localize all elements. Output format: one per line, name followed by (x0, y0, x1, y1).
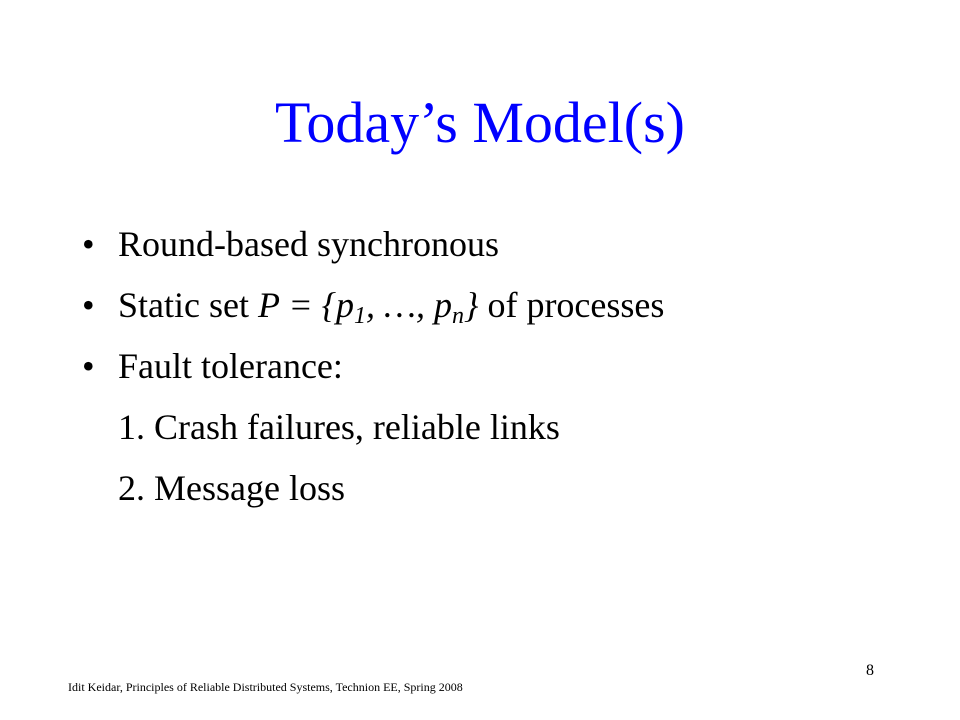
sub-item-message-loss (82, 458, 664, 519)
bullet-static-set (82, 275, 664, 336)
bullet-fault-tolerance (82, 336, 664, 397)
bullet-text-prefix: Static set (118, 285, 258, 325)
pn-base: p (434, 285, 453, 325)
set-equals: = { (279, 285, 337, 325)
bullet-list (82, 214, 664, 519)
bullet-marker: • (82, 224, 95, 264)
bullet-text-suffix: of processes (478, 285, 665, 325)
bullet-marker: • (82, 285, 95, 325)
bullet-text: Round-based synchronous (118, 224, 499, 264)
slide-title: Today’s Model(s) (275, 90, 685, 155)
p1-subscript: 1 (354, 303, 367, 329)
page-number: 8 (866, 662, 874, 679)
bullet-round-based (82, 214, 664, 275)
sub-item-crash-failures (82, 397, 664, 458)
set-symbol: P (257, 285, 280, 325)
sub-item-text: 1. Crash failures, reliable links (118, 407, 560, 447)
bullet-marker: • (82, 346, 95, 386)
pn-subscript: n (452, 303, 465, 329)
sub-item-text: 2. Message loss (118, 468, 345, 508)
p1-base: p (336, 285, 355, 325)
bullet-text: Fault tolerance: (118, 346, 343, 386)
set-close: } (464, 285, 479, 325)
set-ellipsis: , …, (366, 285, 435, 325)
footer-credit: Idit Keidar, Principles of Reliable Distributed Systems, Technion EE, Spring 2008 (68, 680, 463, 694)
